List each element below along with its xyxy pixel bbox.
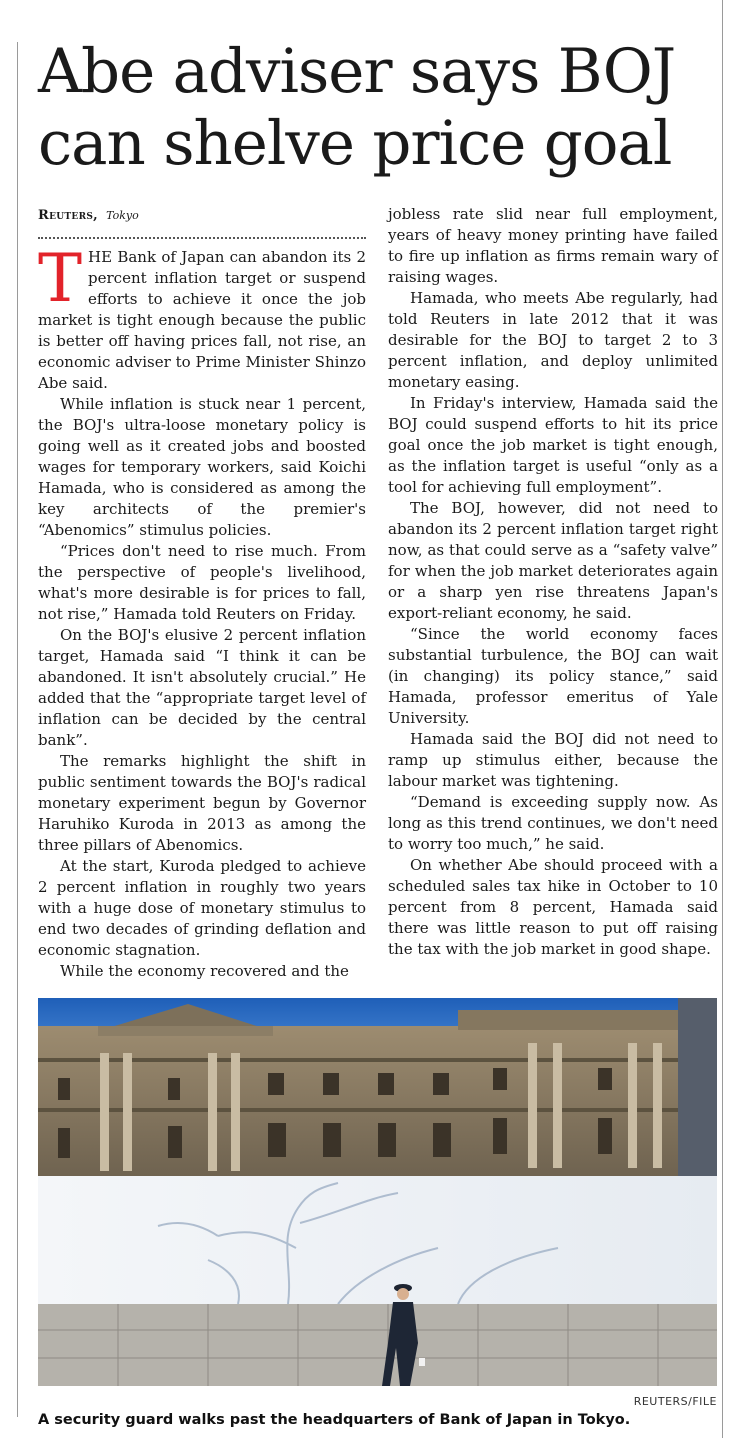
paragraph: HE Bank of Japan can abandon its 2 percent inflation target or suspend efforts to achieve it once the job market is tight enough because the public is better off having prices fall, not rise, an economic adviser to Prime Minister Shinzo Abe said.: [38, 248, 366, 392]
paragraph: Hamada said the BOJ did not need to ramp up stimulus either, because the labour market was tightening.: [388, 730, 718, 790]
paragraph: On the BOJ's elusive 2 percent inflation target, Hamada said “I think it can be abandoned. It isn't absolutely crucial.” He added that the “appropriate target level of inflation can be decided by the central bank”.: [38, 626, 366, 749]
bank-of-japan-photo: [38, 998, 717, 1386]
right-page-edge: [722, 0, 723, 1438]
paragraph: “Demand is exceeding supply now. As long as this trend continues, we don't need to worry too much,” he said.: [388, 793, 718, 853]
article-column-2: [388, 204, 718, 960]
paragraph: Hamada, who meets Abe regularly, had told Reuters in late 2012 that it was desirable for the BOJ to target 2 to 3 percent inflation, and deploy unlimited monetary easing.: [388, 289, 718, 391]
drop-cap: T: [38, 240, 83, 317]
paragraph: “Prices don't need to rise much. From the perspective of people's livelihood, what's more desirable is for prices to fall, not rise,” Hamada told Reuters on Friday.: [38, 542, 366, 623]
paragraph: At the start, Kuroda pledged to achieve 2 percent inflation in roughly two years with a huge dose of monetary stimulus to end two decades of grinding deflation and economic stagnation.: [38, 857, 366, 959]
photo-credit: REUTERS/FILE: [633, 1395, 717, 1408]
paragraph: “Since the world economy faces substantial turbulence, the BOJ can wait (in changing) its policy stance,” said Hamada, professor emeritus of Yale University.: [388, 625, 718, 727]
dateline: [38, 208, 139, 223]
photo-caption: A security guard walks past the headquarters of Bank of Japan in Tokyo.: [38, 1412, 631, 1428]
dateline-location: Tokyo: [106, 209, 139, 222]
article-column-1: [38, 240, 366, 982]
stone-wall: [38, 1304, 717, 1386]
paragraph: While the economy recovered and the: [60, 962, 349, 980]
paragraph: While inflation is stuck near 1 percent, the BOJ's ultra-loose monetary policy is going well as it created jobs and boosted wages for temporary workers, said Koichi Hamada, who is considered as among the key architects of the premier's “Abenomics” stimulus policies.: [38, 395, 366, 539]
headline: Abe adviser says BOJ can shelve price goal: [38, 36, 676, 179]
dotted-divider: [38, 237, 366, 239]
paragraph: jobless rate slid near full employment, years of heavy money printing have failed to fire up inflation as firms remain wary of raising wages.: [388, 205, 718, 286]
white-wall: [38, 1176, 717, 1304]
paragraph: The BOJ, however, did not need to abandon its 2 percent inflation target right now, as that could serve as a “safety valve” for when the job market deteriorates again or a sharp yen rise threatens Japan's export-reliant economy, he said.: [388, 499, 718, 622]
paragraph: On whether Abe should proceed with a scheduled sales tax hike in October to 10 percent from 8 percent, Hamada said there was little reason to put off raising the tax with the job market in good shape.: [388, 856, 718, 958]
agency-byline: Reuters,: [38, 208, 98, 223]
paragraph: In Friday's interview, Hamada said the BOJ could suspend efforts to hit its price goal once the job market is tight enough, as the inflation target is useful “only as a tool for achieving full employment”.: [388, 394, 718, 496]
paragraph: The remarks highlight the shift in public sentiment towards the BOJ's radical monetary experiment begun by Governor Haruhiko Kuroda in 2013 as among the three pillars of Abenomics.: [38, 752, 366, 854]
left-column-rule: [17, 42, 18, 1417]
